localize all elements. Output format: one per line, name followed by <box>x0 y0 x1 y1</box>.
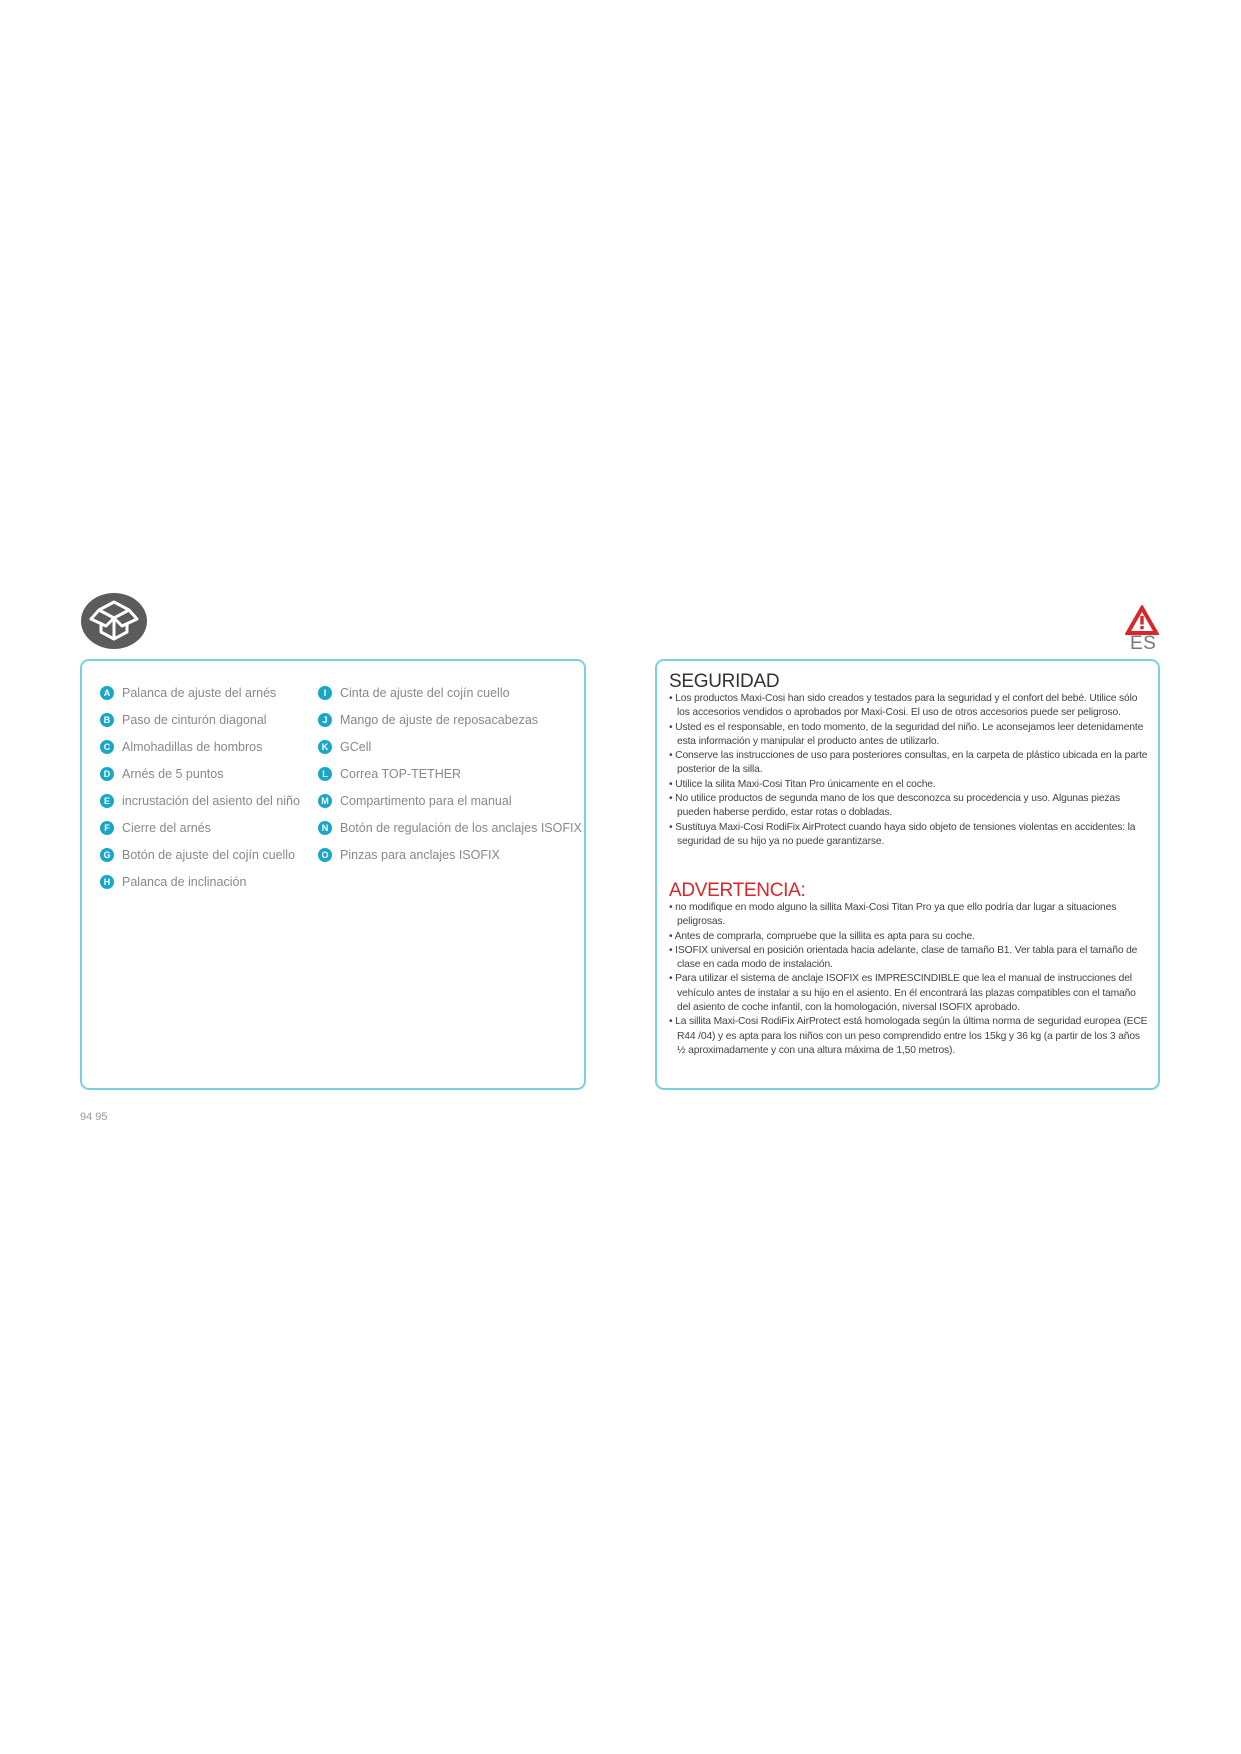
part-label: Botón de ajuste del cojín cuello <box>122 847 296 862</box>
safety-list <box>669 692 1149 849</box>
list-item <box>318 679 582 706</box>
list-item <box>100 760 300 787</box>
list-item <box>318 787 582 814</box>
list-item: • La sillita Maxi-Cosi RodiFix AirProtect está homologada según la última norma de seguridad europea (ECE R44 /04) y es apta para los niños con un peso comprendido entre los 15kg y 36 kg (a partir de los 3 años ½ aproximadamente y con una altura máxima de 1,50 metros). <box>669 1015 1149 1058</box>
letter-badge: E <box>100 794 114 808</box>
list-item <box>100 841 300 868</box>
warning-heading: ADVERTENCIA: <box>669 880 806 901</box>
part-label: Correa TOP-TETHER <box>340 766 462 781</box>
part-label: Pinzas para anclajes ISOFIX <box>340 847 500 862</box>
parts-list-column-1 <box>100 679 300 895</box>
letter-badge: H <box>100 875 114 889</box>
list-item <box>318 760 582 787</box>
list-item: • no modifique en modo alguno la sillita Maxi-Cosi Titan Pro ya que ello podría dar lugar a situaciones peligrosas. <box>669 901 1149 930</box>
part-label: incrustación del asiento del niño <box>122 793 300 808</box>
letter-badge: O <box>318 848 332 862</box>
list-item: • ISOFIX universal en posición orientada hacia adelante, clase de tamaño B1. Ver tabla para el tamaño de clase en cada modo de instalación. <box>669 944 1149 973</box>
parts-panel <box>80 659 586 1090</box>
box-unpack-icon <box>80 592 148 650</box>
list-item <box>100 787 300 814</box>
list-item: • Antes de comprarla, compruebe que la sillita es apta para su coche. <box>669 930 1149 944</box>
list-item: • Sustituya Maxi-Cosi RodiFix AirProtect cuando haya sido objeto de tensiones violentas en accidentes: la seguridad de su hijo ya no puede garantizarse. <box>669 821 1149 850</box>
list-item <box>100 814 300 841</box>
safety-heading: SEGURIDAD <box>669 671 780 692</box>
part-label: Palanca de ajuste del arnés <box>122 685 277 700</box>
part-label: Botón de regulación de los anclajes ISOFIX <box>340 820 582 835</box>
letter-badge: M <box>318 794 332 808</box>
letter-badge: B <box>100 713 114 727</box>
list-item <box>100 706 300 733</box>
list-item <box>318 814 582 841</box>
warning-list <box>669 901 1149 1058</box>
part-label: Cinta de ajuste del cojín cuello <box>340 685 510 700</box>
part-label: Compartimento para el manual <box>340 793 512 808</box>
list-item <box>100 868 300 895</box>
part-label: Palanca de inclinación <box>122 874 247 889</box>
parts-list-column-2 <box>318 679 582 868</box>
part-label: Cierre del arnés <box>122 820 211 835</box>
letter-badge: K <box>318 740 332 754</box>
list-item <box>100 733 300 760</box>
list-item: • Conserve las instrucciones de uso para posteriores consultas, en la carpeta de plástico ubicada en la parte posterior de la silla. <box>669 749 1149 778</box>
letter-badge: N <box>318 821 332 835</box>
part-label: GCell <box>340 739 372 754</box>
letter-badge: G <box>100 848 114 862</box>
list-item <box>318 733 582 760</box>
letter-badge: L <box>318 767 332 781</box>
list-item <box>318 841 582 868</box>
list-item: • Los productos Maxi-Cosi han sido creados y testados para la seguridad y el confort del bebé. Utilice sólo los accesorios vendidos o aprobados por Maxi-Cosi. El uso de otros accesorios puede ser peligroso. <box>669 692 1149 721</box>
letter-badge: J <box>318 713 332 727</box>
letter-badge: F <box>100 821 114 835</box>
page-numbers: 94 95 <box>80 1111 108 1123</box>
part-label: Paso de cinturón diagonal <box>122 712 267 727</box>
language-code: ES <box>1130 633 1157 654</box>
letter-badge: A <box>100 686 114 700</box>
list-item <box>318 706 582 733</box>
warning-triangle-icon <box>1124 604 1160 636</box>
list-item <box>100 679 300 706</box>
part-label: Almohadillas de hombros <box>122 739 263 754</box>
list-item: • No utilice productos de segunda mano de los que desconozca su procedencia y uso. Algunas piezas pueden haberse perdido, estar rotas o dobladas. <box>669 792 1149 821</box>
part-label: Arnés de 5 puntos <box>122 766 224 781</box>
letter-badge: D <box>100 767 114 781</box>
letter-badge: C <box>100 740 114 754</box>
letter-badge: I <box>318 686 332 700</box>
part-label: Mango de ajuste de reposacabezas <box>340 712 539 727</box>
list-item: • Utilice la silita Maxi-Cosi Titan Pro únicamente en el coche. <box>669 778 1149 792</box>
list-item: • Para utilizar el sistema de anclaje ISOFIX es IMPRESCINDIBLE que lea el manual de instrucciones del vehículo antes de instalar a su hijo en el asiento. En él encontrará las plazas compatibles con el tamaño del asiento de coche infantil, con la homologación, niversal ISOFIX aprobado. <box>669 972 1149 1015</box>
safety-panel <box>655 659 1160 1090</box>
list-item: • Usted es el responsable, en todo momento, de la seguridad del niño. Le aconsejamos leer detenidamente esta información y manipular el producto antes de utilizarlo. <box>669 721 1149 750</box>
